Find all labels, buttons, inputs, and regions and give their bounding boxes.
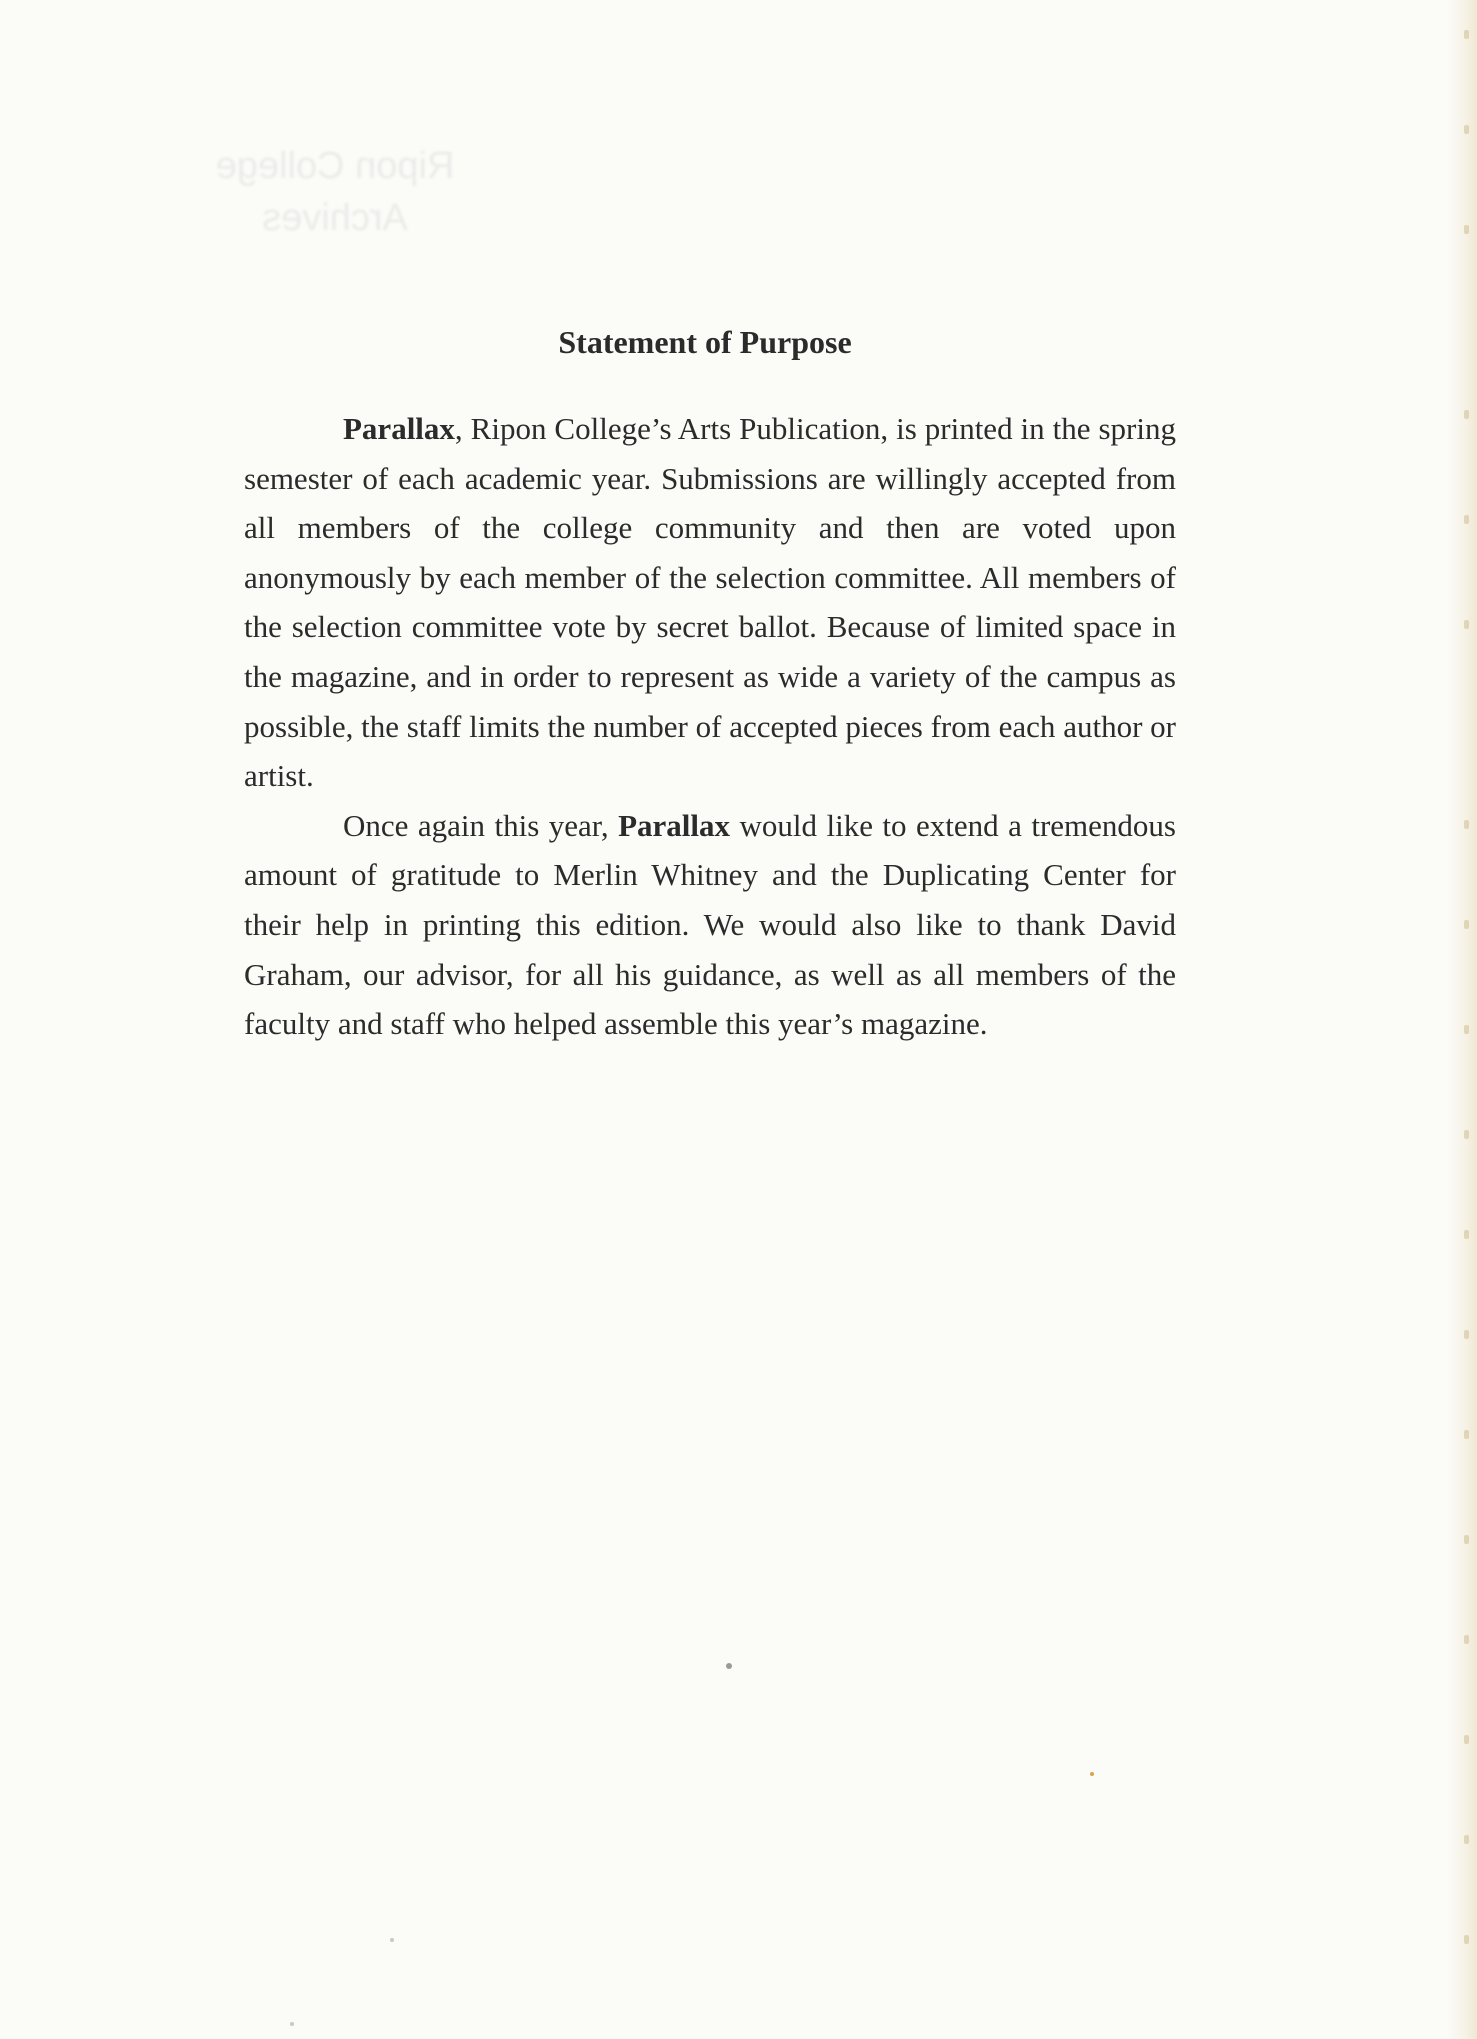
edge-mark <box>1464 1025 1469 1034</box>
watermark-line-1: Ripon College <box>215 145 455 187</box>
publication-name: Parallax <box>343 411 455 446</box>
edge-mark <box>1464 1635 1469 1644</box>
edge-mark <box>1464 1230 1469 1239</box>
edge-mark <box>1464 410 1469 419</box>
paragraph-1-text: , Ripon College’s Arts Publication, is printed in the spring semester of each academic year. Submissions are willingly accepted from all members of the college community and then are voted upon anonymously by each member of the selection committee. All members of the selection committee vote by secret ballot. Because of limited space in the magazine, and in order to represent as wide a variety of the campus as possible, the staff limits the number of accepted pieces from each author or artist. <box>244 411 1176 794</box>
archive-watermark <box>185 140 485 244</box>
edge-mark <box>1464 225 1469 234</box>
edge-mark <box>1464 515 1469 524</box>
watermark-line-2: Archives <box>262 197 408 239</box>
page-title: Statement of Purpose <box>558 324 852 360</box>
paper-speck <box>1090 1772 1094 1776</box>
paper-speck <box>726 1663 732 1669</box>
paragraph-2 <box>244 801 1176 1049</box>
edge-mark <box>1464 1130 1469 1139</box>
publication-name: Parallax <box>618 807 731 843</box>
paragraph-1 <box>244 404 1176 801</box>
edge-mark <box>1464 1735 1469 1744</box>
edge-mark <box>1464 125 1469 134</box>
edge-mark <box>1464 1330 1469 1339</box>
edge-mark <box>1464 1935 1469 1944</box>
paper-edge <box>1447 0 1477 2039</box>
paragraph-2-text-before: Once again this year, <box>343 807 619 843</box>
edge-mark <box>1464 1835 1469 1844</box>
edge-mark <box>1464 820 1469 829</box>
edge-mark <box>1464 1430 1469 1439</box>
edge-mark <box>1464 1535 1469 1544</box>
paper-speck <box>390 1938 394 1942</box>
edge-mark <box>1464 920 1469 929</box>
statement-body <box>244 404 1176 1049</box>
paragraph-2-text-after: would like to extend a tremendous amount of gratitude to Merlin Whitney and the Duplicating Center for their help in printing this edition. We would also like to thank David Graham, our advisor, for all his guidance, as well as all members of the faculty and staff who helped assemble this year’s magazine. <box>244 807 1176 1042</box>
edge-mark <box>1464 30 1469 39</box>
paper-speck <box>290 2022 294 2026</box>
edge-mark <box>1464 620 1469 629</box>
